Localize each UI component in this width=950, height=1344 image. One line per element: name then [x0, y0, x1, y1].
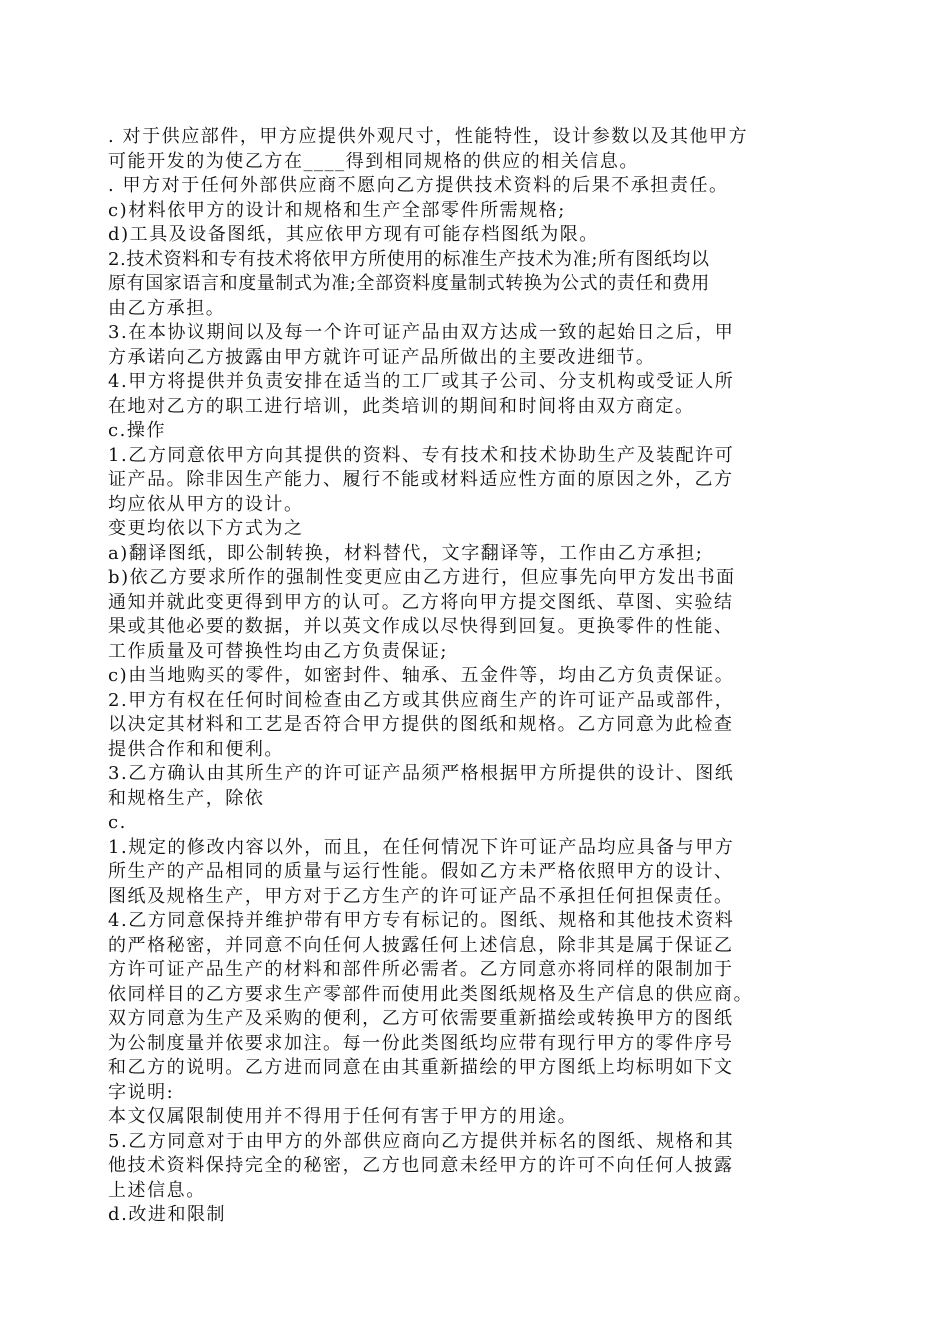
text-line: a)翻译图纸，即公制转换，材料替代，文字翻译等，工作由乙方承担;: [108, 542, 704, 564]
text-line: 4.乙方同意保持并维护带有甲方专有标记的。图纸、规格和其他技术资料: [108, 910, 735, 931]
text-line: d)工具及设备图纸，其应依甲方现有可能存档图纸为限。: [108, 224, 599, 245]
text-line: 变更均依以下方式为之: [108, 518, 304, 539]
text-line: 1.乙方同意依甲方向其提供的资料、专有技术和技术协助生产及装配许可: [108, 444, 735, 466]
text-line: . 甲方对于任何外部供应商不愿向乙方提供技术资料的后果不承担责任。: [108, 175, 729, 196]
text-line: 方承诺向乙方披露由甲方就许可证产品所做出的主要改进细节。: [108, 346, 656, 368]
text-line: 提供合作和和便利。: [108, 738, 284, 760]
text-line: c)由当地购买的零件，如密封件、轴承、五金件等，均由乙方负责保证。: [108, 665, 735, 686]
text-line: 和规格生产，除依: [108, 787, 265, 809]
text-line: 由乙方承担。: [108, 297, 226, 319]
text-line: 和乙方的说明。乙方进而同意在由其重新描绘的甲方图纸上均标明如下文: [108, 1057, 734, 1078]
text-line: 2.甲方有权在任何时间检查由乙方或其供应商生产的许可证产品或部件，: [108, 689, 735, 711]
text-line: 以决定其材料和工艺是否符合甲方提供的图纸和规格。乙方同意为此检查: [108, 714, 734, 735]
text-line: 本文仅属限制使用并不得用于任何有害于甲方的用途。: [108, 1106, 578, 1127]
text-line: 他技术资料保持完全的秘密，乙方也同意未经甲方的许可不向任何人披露: [108, 1155, 734, 1176]
document-body: [108, 125, 844, 1228]
text-line: . 对于供应部件，甲方应提供外观尺寸，性能特性，设计参数以及其他甲方: [108, 126, 749, 147]
section-heading: c.操作: [108, 420, 167, 441]
text-line: 所生产的产品相同的质量与运行性能。假如乙方未严格依照甲方的设计、: [108, 861, 734, 882]
text-line: 3.在本协议期间以及每一个许可证产品由双方达成一致的起始日之后，甲: [108, 322, 735, 343]
text-line: 4.甲方将提供并负责安排在适当的工厂或其子公司、分支机构或受证人所: [108, 371, 735, 392]
text-line: 双方同意为生产及采购的便利，乙方可依需要重新描绘或转换甲方的图纸: [108, 1008, 734, 1029]
text-line: 上述信息。: [108, 1179, 206, 1201]
text-line: 证产品。除非因生产能力、履行不能或材料适应性方面的原因之外，乙方: [108, 469, 734, 490]
text-line: 在地对乙方的职工进行培训，此类培训的期间和时间将由双方商定。: [108, 395, 695, 417]
text-line: 工作质量及可替换性均由乙方负责保证;: [108, 640, 448, 662]
text-line: 5.乙方同意对于由甲方的外部供应商向乙方提供并标名的图纸、规格和其: [108, 1130, 735, 1152]
text-line: 字说明:: [108, 1081, 175, 1103]
text-line: 通知并就此变更得到甲方的认可。乙方将向甲方提交图纸、草图、实验结: [108, 591, 734, 613]
text-line: 方许可证产品生产的材料和部件所必需者。乙方同意亦将同样的限制加于: [108, 959, 734, 980]
text-line: 均应依从甲方的设计。: [108, 493, 304, 515]
text-line: 的严格秘密，并同意不向任何人披露任何上述信息，除非其是属于保证乙: [108, 934, 734, 956]
section-heading: c.: [108, 812, 127, 833]
text-line: c)材料依甲方的设计和规格和生产全部零件所需规格;: [108, 199, 566, 221]
text-line: 原有国家语言和度量制式为准;全部资料度量制式转换为公式的责任和费用: [108, 273, 710, 294]
text-line: b)依乙方要求所作的强制性变更应由乙方进行，但应事先向甲方发出书面: [108, 567, 736, 588]
section-heading: d.改进和限制: [108, 1204, 227, 1225]
text-line: 依同样目的乙方要求生产零部件而使用此类图纸规格及生产信息的供应商。: [108, 983, 754, 1005]
text-line: 3.乙方确认由其所生产的许可证产品须严格根据甲方所提供的设计、图纸: [108, 763, 735, 784]
text-line: 1.规定的修改内容以外，而且，在任何情况下许可证产品均应具备与甲方: [108, 836, 735, 858]
text-line: 图纸及规格生产，甲方对于乙方生产的许可证产品不承担任何担保责任。: [108, 885, 734, 907]
text-line: 2.技术资料和专有技术将依甲方所使用的标准生产技术为准;所有图纸均以: [108, 248, 710, 270]
text-line: 果或其他必要的数据，并以英文作成以尽快得到回复。更换零件的性能、: [108, 616, 734, 637]
text-line: 可能开发的为使乙方在____得到相同规格的供应的相关信息。: [108, 150, 639, 172]
text-line: 为公制度量并依要求加注。每一份此类图纸均应带有现行甲方的零件序号: [108, 1032, 734, 1054]
